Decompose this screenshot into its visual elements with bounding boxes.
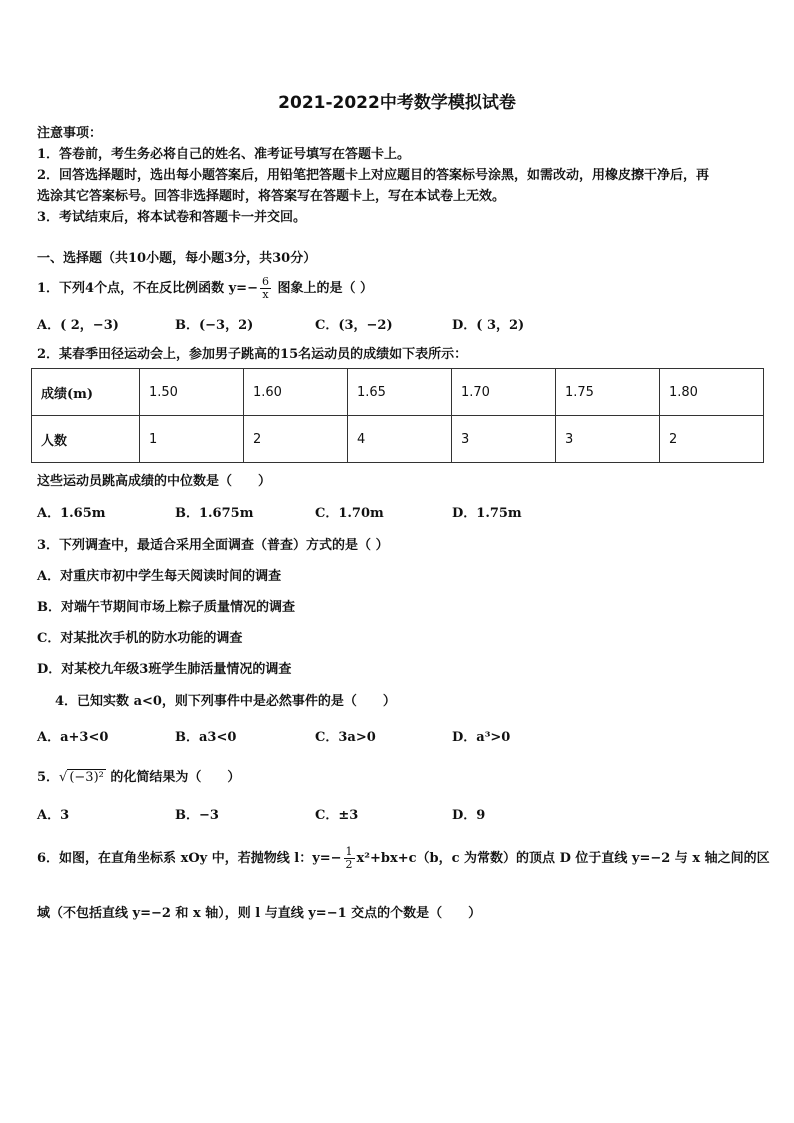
table-cell: 3: [556, 416, 660, 463]
q5-stem-b: 的化简结果为（ ）: [105, 770, 241, 785]
q5-option-a: A．3: [37, 808, 70, 823]
q5-radicand: (−3)²: [69, 770, 104, 785]
notice-item-1: 1．答卷前，考生务必将自己的姓名、准考证号填写在答题卡上。: [37, 147, 411, 162]
q5-option-b: B．−3: [175, 808, 219, 823]
q3-option-a: A．对重庆市初中学生每天阅读时间的调查: [37, 569, 282, 584]
table-row: [32, 416, 764, 463]
q4-options: [37, 726, 757, 746]
q1-stem-a: 1．下列4个点，不在反比例函数 y=−: [37, 281, 258, 296]
table-cell: 1.60: [244, 369, 348, 416]
q2-option-c: C．1.70m: [315, 506, 384, 521]
table-cell: 1.65: [348, 369, 452, 416]
table-cell: 3: [452, 416, 556, 463]
table-cell: 1: [140, 416, 244, 463]
q6-line1-a: 6．如图，在直角坐标系 xOy 中，若抛物线 l：y=−: [37, 851, 342, 866]
table-cell: 1.75: [556, 369, 660, 416]
q6-fraction: [344, 846, 355, 871]
q2-followup: 这些运动员跳高成绩的中位数是（ ）: [37, 474, 272, 489]
notice-item-2: 2．回答选择题时，选出每小题答案后，用铅笔把答题卡上对应题目的答案标号涂黑，如需改动，用橡皮擦干净后，再: [37, 168, 710, 183]
sqrt-expression: √ (−3)²: [59, 770, 104, 785]
notice-heading: 注意事项：: [37, 126, 103, 141]
table-cell: 2: [244, 416, 348, 463]
question-1-stem: [37, 276, 373, 301]
q4-option-c: C．3a>0: [315, 730, 376, 745]
question-5-stem: [37, 766, 240, 785]
q1-stem-b: 图象上的是（ ）: [272, 281, 374, 296]
notice-item-2-cont: 选涂其它答案标号。回答非选择题时，将答案写在答题卡上，写在本试卷上无效。: [37, 189, 506, 204]
q4-option-a: A．a+3<0: [37, 730, 109, 745]
q6-frac-den: 2: [345, 858, 353, 871]
q5-option-c: C．±3: [315, 808, 359, 823]
q1-option-b: B．(−3，2): [175, 318, 254, 333]
table-cell: 1.80: [660, 369, 764, 416]
q1-option-d: D．( 3，2): [452, 318, 525, 333]
q3-option-c: C．对某批次手机的防水功能的调查: [37, 631, 243, 646]
q3-option-d: D．对某校九年级3班学生肺活量情况的调查: [37, 662, 292, 677]
q6-frac-num: 1: [345, 845, 353, 858]
q1-frac-den: x: [262, 288, 269, 301]
table-cell: 2: [660, 416, 764, 463]
q2-options: [37, 502, 757, 522]
table-row: [32, 369, 764, 416]
q4-option-b: B．a3<0: [175, 730, 237, 745]
question-4-stem: 4．已知实数 a<0，则下列事件中是必然事件的是（ ）: [55, 694, 396, 709]
table-header-score: 成绩(m): [32, 369, 140, 416]
q1-option-c: C．(3，−2): [315, 318, 393, 333]
q2-option-d: D．1.75m: [452, 506, 522, 521]
table-cell: 4: [348, 416, 452, 463]
question-3-stem: 3．下列调查中，最适合采用全面调查（普查）方式的是（ ）: [37, 538, 389, 553]
notice-item-3: 3．考试结束后，将本试卷和答题卡一并交回。: [37, 210, 307, 225]
q2-option-a: A．1.65m: [37, 506, 106, 521]
q2-option-b: B．1.675m: [175, 506, 254, 521]
q5-stem-a: 5．: [37, 770, 60, 785]
question-6-stem: [37, 846, 770, 871]
table-cell: 1.70: [452, 369, 556, 416]
page-title: 2021-2022中考数学模拟试卷: [278, 93, 516, 113]
q6-line1-b: x²+bx+c（b，c 为常数）的顶点 D 位于直线 y=−2 与 x 轴之间的区: [356, 851, 770, 866]
q3-option-b: B．对端午节期间市场上粽子质量情况的调查: [37, 600, 295, 615]
q5-option-d: D．9: [452, 808, 486, 823]
score-table: [31, 368, 764, 463]
q1-fraction: [260, 276, 271, 301]
section-heading: 一、选择题（共10小题，每小题3分，共30分）: [37, 251, 317, 266]
q6-line2: 域（不包括直线 y=−2 和 x 轴），则 l 与直线 y=−1 交点的个数是（ ）: [37, 906, 482, 921]
table-cell: 1.50: [140, 369, 244, 416]
table-header-count: 人数: [32, 416, 140, 463]
q5-options: [37, 804, 757, 824]
q1-frac-num: 6: [261, 275, 269, 288]
q1-option-a: A．( 2，−3): [37, 318, 119, 333]
question-2-stem: 2．某春季田径运动会上，参加男子跳高的15名运动员的成绩如下表所示：: [37, 347, 468, 362]
q1-options: [37, 314, 757, 334]
q4-option-d: D．a³>0: [452, 730, 511, 745]
